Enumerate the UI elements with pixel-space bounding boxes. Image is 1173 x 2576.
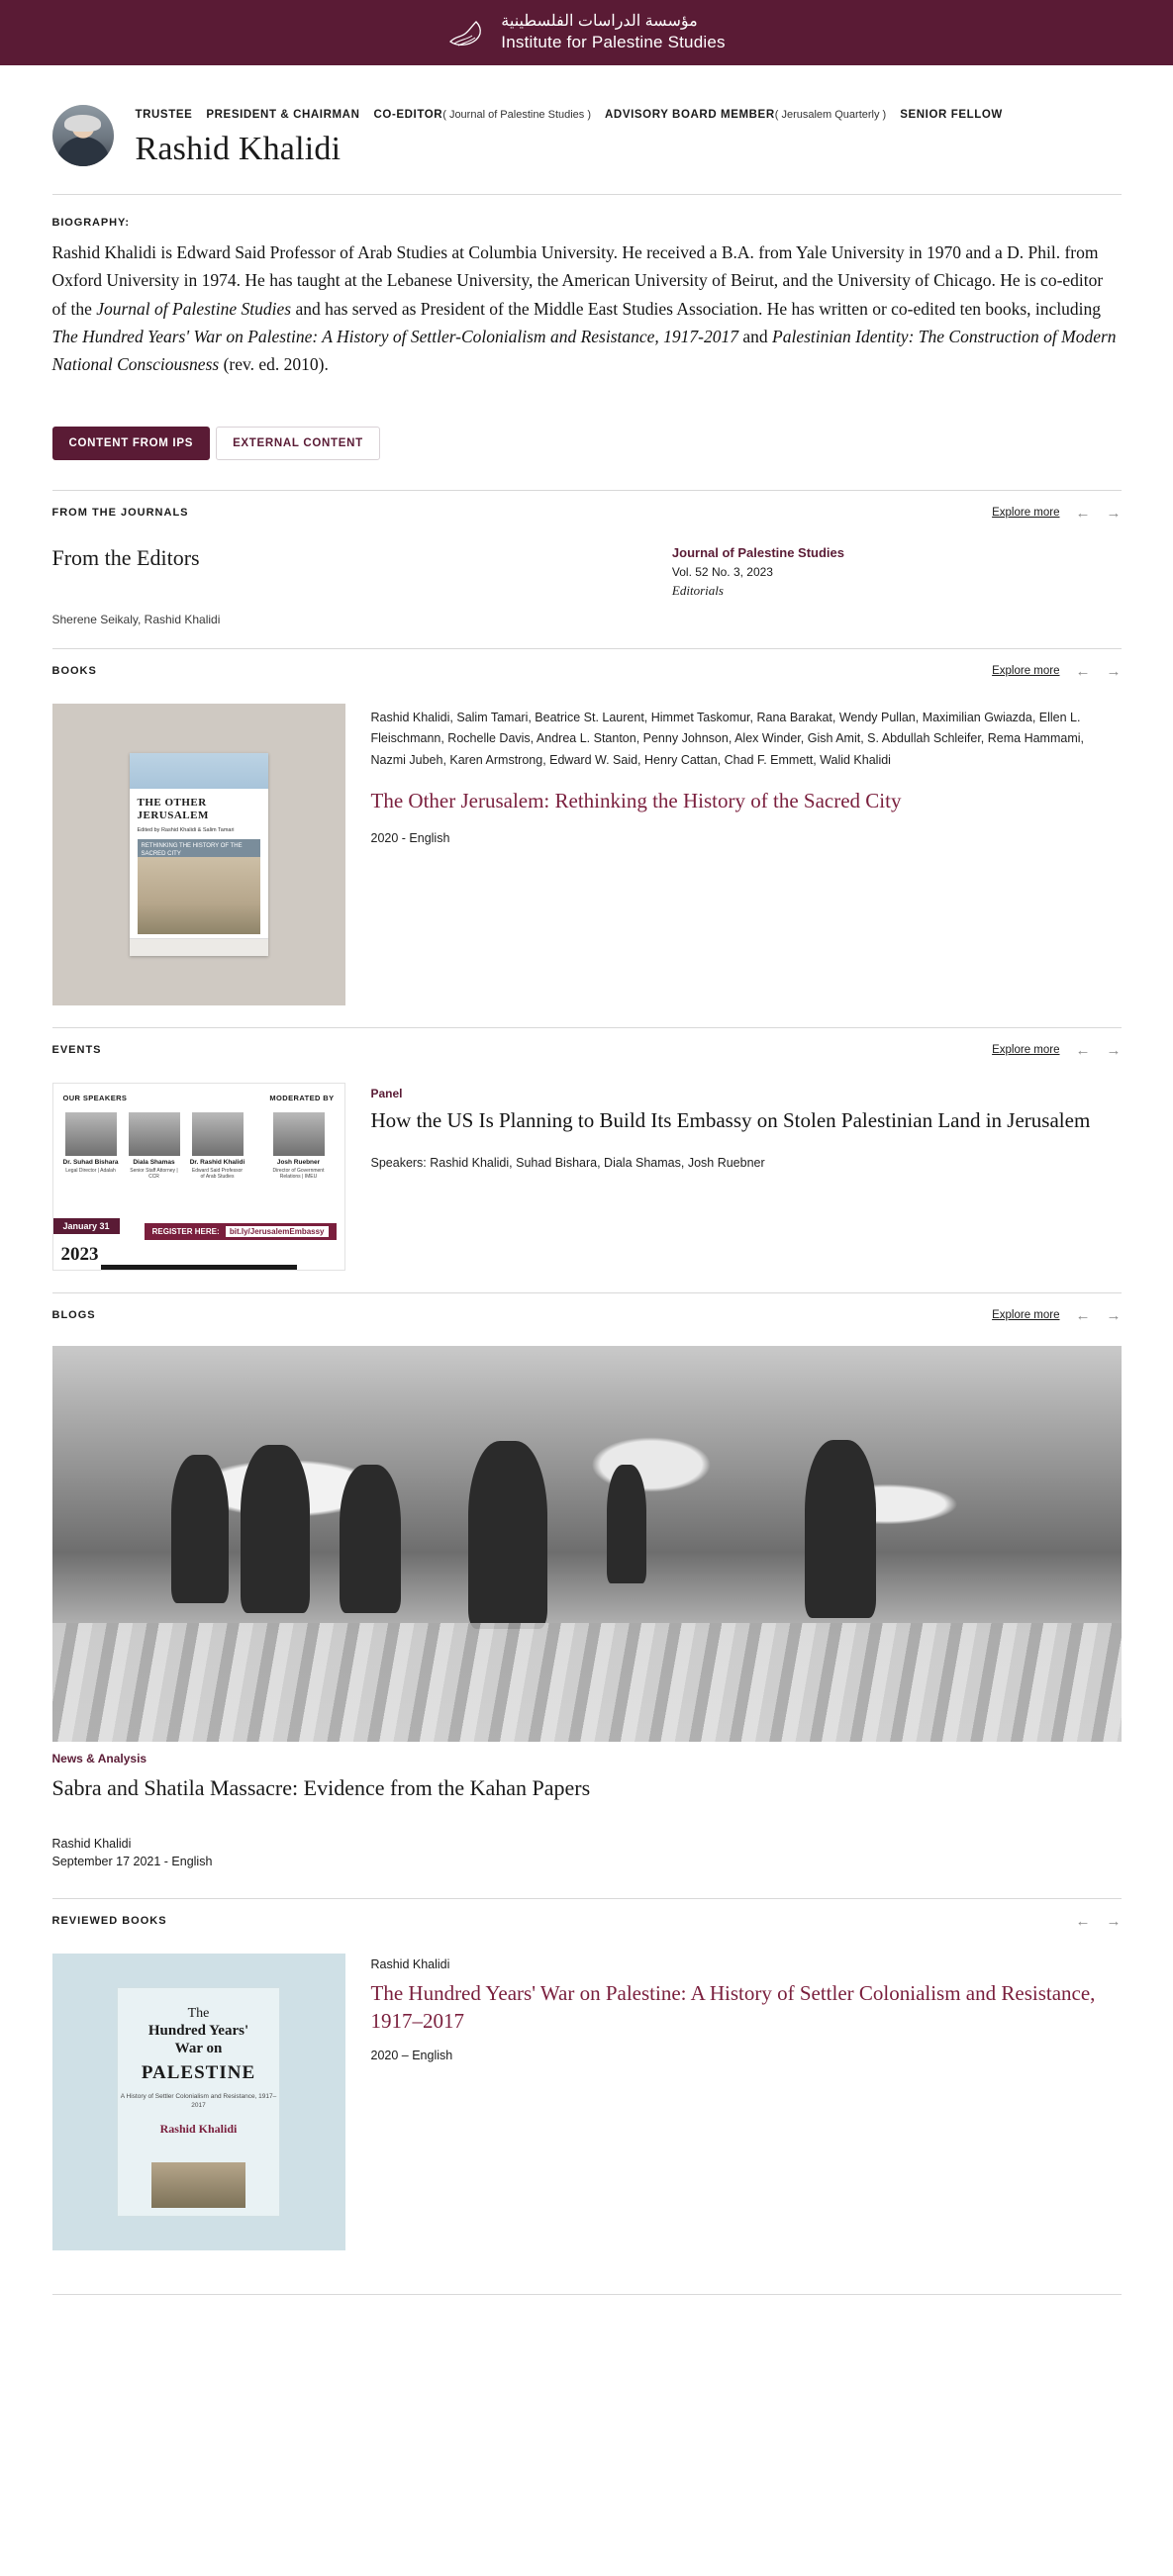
flyer-person-name: Dr. Suhad Bishara bbox=[62, 1158, 119, 1166]
section-title-blogs: BLOGS bbox=[51, 1309, 96, 1322]
blog-date: September 17 2021 - English bbox=[51, 1854, 213, 1868]
book-item bbox=[52, 690, 1122, 1023]
rb-cover-line2: Hundred Years' bbox=[147, 2022, 249, 2039]
reviewed-book-cover-thumbnail[interactable] bbox=[52, 1954, 345, 2250]
flyer-person-name: Josh Ruebner bbox=[276, 1158, 321, 1166]
content-tabs bbox=[52, 389, 1122, 486]
rb-cover-line3: War on bbox=[174, 2041, 223, 2057]
brand-english-title: Institute for Palestine Studies bbox=[501, 32, 726, 51]
flyer-person-role: Edward Said Professor of Arab Studies bbox=[191, 1167, 244, 1180]
section-title-journals: FROM THE JOURNALS bbox=[51, 507, 189, 520]
flyer-person-2 bbox=[127, 1112, 182, 1180]
flyer-person-photo bbox=[273, 1112, 325, 1156]
ips-emblem-icon bbox=[447, 13, 487, 52]
blog-item bbox=[52, 1346, 1122, 1868]
book-cover-band: RETHINKING THE HISTORY OF THE SACRED CITY bbox=[138, 839, 260, 863]
journal-issue: Vol. 52 No. 3, 2023 bbox=[671, 564, 773, 579]
event-flyer-thumbnail[interactable] bbox=[52, 1083, 345, 1271]
rb-cover-author: Rashid Khalidi bbox=[159, 2122, 238, 2137]
blog-image[interactable] bbox=[52, 1346, 1122, 1742]
role-1[interactable]: TRUSTEE bbox=[135, 109, 193, 121]
arrow-left-icon[interactable]: ← bbox=[1075, 504, 1091, 522]
flyer-moderated-label: MODERATED BY bbox=[269, 1093, 335, 1102]
flyer-person-photo bbox=[65, 1112, 117, 1156]
avatar bbox=[52, 105, 114, 166]
journal-name[interactable]: Journal of Palestine Studies bbox=[671, 544, 845, 560]
journal-category: Editorials bbox=[671, 582, 724, 598]
flyer-person-name: Diala Shamas bbox=[133, 1158, 175, 1166]
explore-more-blogs[interactable]: Explore more bbox=[992, 1309, 1060, 1322]
site-header bbox=[0, 0, 1173, 65]
flyer-person-role: Senior Staff Attorney | CCR bbox=[130, 1167, 178, 1180]
rb-cover-subtitle: A History of Settler Colonialism and Resistance, 1917–2017 bbox=[120, 2093, 277, 2110]
flyer-person-role: Director of Government Relations | IMEU bbox=[272, 1167, 325, 1180]
section-reviewed-books bbox=[52, 1894, 1122, 2321]
person-header bbox=[52, 65, 1122, 194]
explore-more-journals[interactable]: Explore more bbox=[992, 507, 1060, 520]
journal-item-title[interactable]: From the Editors bbox=[51, 544, 200, 570]
reviewed-book-title[interactable]: The Hundred Years' War on Palestine: A History of Settler Colonialism and Resistance, 1917–2017 bbox=[370, 1980, 1096, 2034]
rb-cover-line1: The bbox=[187, 2005, 210, 2021]
flyer-register-banner[interactable] bbox=[145, 1223, 337, 1240]
event-title[interactable]: How the US Is Planning to Build Its Embassy on Stolen Palestinian Land in Jerusalem bbox=[370, 1107, 1091, 1132]
flyer-speakers-label: OUR SPEAKERS bbox=[62, 1093, 128, 1102]
page-title: Rashid Khalidi bbox=[135, 131, 342, 167]
arrow-right-icon[interactable]: → bbox=[1106, 1041, 1122, 1059]
section-title-reviewed-books: REVIEWED BOOKS bbox=[51, 1915, 167, 1928]
reviewed-book-item bbox=[52, 1940, 1122, 2268]
arrow-right-icon[interactable]: → bbox=[1106, 662, 1122, 680]
role-2[interactable]: PRESIDENT & CHAIRMAN bbox=[206, 109, 360, 121]
arrow-right-icon[interactable]: → bbox=[1106, 1912, 1122, 1930]
brand-arabic-title: مؤسسة الدراسات الفلسطينية bbox=[501, 13, 698, 31]
flyer-date: January 31 bbox=[53, 1218, 120, 1234]
biography-label: BIOGRAPHY: bbox=[51, 217, 130, 229]
flyer-register-label: REGISTER HERE: bbox=[151, 1226, 220, 1236]
role-4[interactable]: ADVISORY BOARD MEMBER( Jerusalem Quarterly ) bbox=[605, 109, 887, 121]
book-cover-subtitle: Edited by Rashid Khalidi & Salim Tamari bbox=[137, 827, 235, 834]
reviewed-book-meta: 2020 – English bbox=[370, 2049, 453, 2063]
flyer-person-photo bbox=[192, 1112, 244, 1156]
reviewed-book-author: Rashid Khalidi bbox=[370, 1956, 450, 1971]
tab-content-from-ips[interactable]: CONTENT FROM IPS bbox=[52, 427, 211, 460]
role-list bbox=[136, 109, 1122, 121]
arrow-left-icon[interactable]: ← bbox=[1075, 1306, 1091, 1324]
event-speakers: Speakers: Rashid Khalidi, Suhad Bishara, Diala Shamas, Josh Ruebner bbox=[370, 1155, 765, 1170]
flyer-person-name: Dr. Rashid Khalidi bbox=[189, 1158, 245, 1166]
section-journals bbox=[52, 486, 1122, 644]
flyer-year: 2023 bbox=[60, 1243, 99, 1265]
journal-item-authors: Sherene Seikaly, Rashid Khalidi bbox=[51, 612, 221, 626]
role-4-qualifier: ( Jerusalem Quarterly ) bbox=[774, 109, 887, 121]
book-cover-thumbnail[interactable] bbox=[52, 704, 345, 1005]
blog-category: News & Analysis bbox=[51, 1751, 147, 1765]
flyer-person-photo bbox=[129, 1112, 180, 1156]
role-3[interactable]: CO-EDITOR( Journal of Palestine Studies ) bbox=[373, 109, 592, 121]
explore-more-books[interactable]: Explore more bbox=[992, 665, 1060, 678]
blog-title[interactable]: Sabra and Shatila Massacre: Evidence from the Kahan Papers bbox=[51, 1774, 591, 1800]
book-meta: 2020 - English bbox=[370, 830, 450, 845]
section-title-events: EVENTS bbox=[51, 1044, 102, 1057]
biography-block bbox=[52, 195, 1122, 389]
role-3-qualifier: ( Journal of Palestine Studies ) bbox=[442, 109, 592, 121]
flyer-person-4 bbox=[271, 1112, 327, 1180]
section-events bbox=[52, 1023, 1122, 1288]
flyer-bottom-bar bbox=[101, 1265, 297, 1270]
section-blogs bbox=[52, 1288, 1122, 1868]
journal-item[interactable] bbox=[52, 531, 1122, 644]
event-item bbox=[52, 1069, 1122, 1288]
book-cover-title: THE OTHER JERUSALEM bbox=[137, 796, 209, 822]
arrow-left-icon[interactable]: ← bbox=[1075, 1041, 1091, 1059]
arrow-right-icon[interactable]: → bbox=[1106, 504, 1122, 522]
blog-author: Rashid Khalidi bbox=[51, 1836, 132, 1851]
tab-external-content[interactable]: EXTERNAL CONTENT bbox=[216, 427, 380, 460]
flyer-person-role: Legal Director | Adalah bbox=[65, 1167, 116, 1174]
section-books bbox=[52, 644, 1122, 1023]
book-contributors: Rashid Khalidi, Salim Tamari, Beatrice St. Laurent, Himmet Taskomur, Rana Barakat, Wendy Pullan, Maximilian Gwiazda, Ellen L. Fleischmann, Rochelle Davis, Andrea L. Stanton, Penny Johnson, Alex Winder, Gish Amit, S. Abdullah Schleifer, Rema Hammami, Nazmi Jubeh, Karen Armstrong, Edward W. Said, Henry Cattan, Chad F. Emmett, Walid Khalidi bbox=[370, 710, 1084, 767]
flyer-person-1 bbox=[63, 1112, 119, 1180]
event-type: Panel bbox=[370, 1086, 403, 1100]
role-5[interactable]: SENIOR FELLOW bbox=[900, 109, 1003, 121]
explore-more-events[interactable]: Explore more bbox=[992, 1044, 1060, 1057]
arrow-left-icon[interactable]: ← bbox=[1075, 1912, 1091, 1930]
rb-cover-line4: PALESTINE bbox=[141, 2062, 256, 2084]
flyer-person-3 bbox=[190, 1112, 245, 1180]
book-title[interactable]: The Other Jerusalem: Rethinking the History of the Sacred City bbox=[370, 789, 902, 813]
section-title-books: BOOKS bbox=[51, 665, 97, 678]
brand[interactable] bbox=[447, 12, 725, 52]
arrow-left-icon[interactable]: ← bbox=[1075, 662, 1091, 680]
arrow-right-icon[interactable]: → bbox=[1106, 1306, 1122, 1324]
biography-text: Rashid Khalidi is Edward Said Professor of Arab Studies at Columbia University. He received a B.A. from Yale University in 1970 and a D. Phil. from Oxford University in 1974. He has taught at the Lebanese University, the American University of Beirut, and the University of Chicago. He is co-editor of the Journal of Palestine Studies and has served as President of the Middle East Studies Association. He has written or co-edited ten books, including The Hundred Years' War on Palestine: A History of Settler-Colonialism and Resistance, 1917-2017 and Palestinian Identity: The Construction of Modern National Consciousness (rev. ed. 2010). bbox=[51, 242, 1117, 375]
flyer-register-link[interactable]: bit.ly/JerusalemEmbassy bbox=[226, 1226, 329, 1237]
